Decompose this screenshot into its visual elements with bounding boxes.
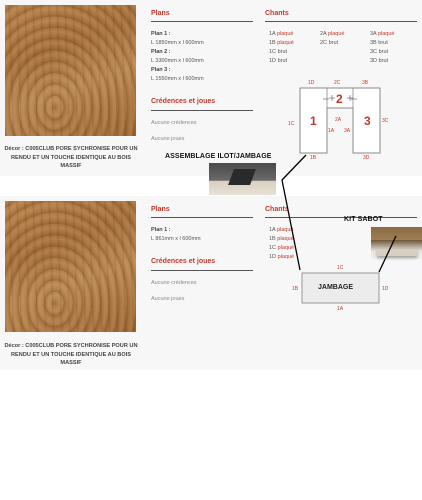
chant-text: 1B	[269, 40, 276, 46]
decor-caption: Décor : C005CLUB PORE SYCHRONISE POUR UN RENDU ET UN TOUCHE IDENTIQUE AU BOIS MASSIF	[4, 343, 138, 367]
chant-text: 3C	[370, 49, 378, 55]
edge-label: 1A	[337, 306, 344, 312]
plans-heading: Plans	[151, 10, 170, 17]
chant-text: plaqué	[277, 40, 294, 46]
chant-text: plaqué	[276, 31, 294, 37]
assembly-label: ASSEMBLAGE ILOT/JAMBAGE	[165, 153, 272, 160]
chant-text: 1A	[269, 227, 276, 233]
plan-line: L 1850mm x l 600mm	[151, 40, 204, 46]
edge-label: 1B	[310, 155, 317, 161]
credences-item: Aucune crédences	[151, 120, 197, 126]
chant-text: brut	[378, 40, 388, 46]
plans-heading: Plans	[151, 206, 170, 213]
edge-label: 1A	[328, 128, 335, 134]
plan-number: 2	[336, 92, 343, 106]
plan-line: L 1550mm x l 600mm	[151, 76, 204, 82]
chant-text: plaqué	[277, 245, 295, 251]
plan-line: L 3300mm x l 600mm	[151, 58, 204, 64]
decor-caption: Décor : C005CLUB PORE SYCHRONISE POUR UN RENDU ET UN TOUCHE IDENTIQUE AU BOIS MASSIF	[4, 146, 138, 170]
plan-number: 3	[364, 114, 371, 128]
edge-label: 1C	[337, 265, 344, 271]
kit-sabot-label: KIT SABOT	[344, 216, 383, 223]
chant-text: plaqué	[377, 31, 395, 37]
plan-line: L 861mm x l 600mm	[151, 236, 201, 242]
chant-text: 1C	[269, 49, 277, 55]
plan-line: Plan 3 :	[151, 67, 171, 73]
edge-label: 1C	[288, 121, 295, 127]
chant-text: 3D	[370, 58, 378, 64]
chant-text: plaqué	[277, 236, 294, 242]
chant-text: 1C	[269, 245, 277, 251]
chant-text: 2C	[320, 40, 328, 46]
chants-heading: Chants	[265, 206, 289, 213]
plan-line: Plan 1 :	[151, 227, 171, 233]
edge-label: 3B	[362, 80, 369, 86]
edge-label: 3D	[363, 155, 370, 161]
chant-text: brut	[277, 49, 288, 55]
joues-item: Aucune joues	[151, 136, 185, 142]
chant-text: plaqué	[327, 31, 345, 37]
chants-heading: Chants	[265, 10, 289, 17]
chant-text: 1A	[269, 31, 276, 37]
chant-text: 3A	[370, 31, 377, 37]
chant-text: 1D	[269, 254, 277, 260]
edge-label: 3A	[344, 128, 351, 134]
credences-item: Aucune crédences	[151, 280, 197, 286]
plan-number: 1	[310, 114, 317, 128]
edge-label: 3C	[382, 118, 389, 124]
edge-label: 2C	[334, 80, 341, 86]
chant-text: 3B	[370, 40, 377, 46]
chant-text: brut	[378, 58, 389, 64]
edge-label: 1B	[292, 286, 299, 292]
jambage-title: JAMBAGE	[318, 284, 354, 291]
chant-text: 1D	[269, 58, 277, 64]
chant-text: brut	[277, 58, 288, 64]
credences-heading: Crédences et joues	[151, 98, 216, 105]
chant-text: plaqué	[276, 227, 294, 233]
chant-text: 2A	[320, 31, 327, 37]
edge-label: 1D	[308, 80, 315, 86]
chant-text: brut	[378, 49, 389, 55]
joues-item: Aucune joues	[151, 296, 185, 302]
edge-label: 2A	[335, 117, 342, 123]
chant-text: brut	[328, 40, 339, 46]
edge-label: 1D	[382, 286, 389, 292]
chant-text: 1B	[269, 236, 276, 242]
chant-text: plaqué	[277, 254, 295, 260]
plan-line: Plan 1 :	[151, 31, 171, 37]
plan-line: Plan 2 :	[151, 49, 171, 55]
credences-heading: Crédences et joues	[151, 258, 216, 265]
